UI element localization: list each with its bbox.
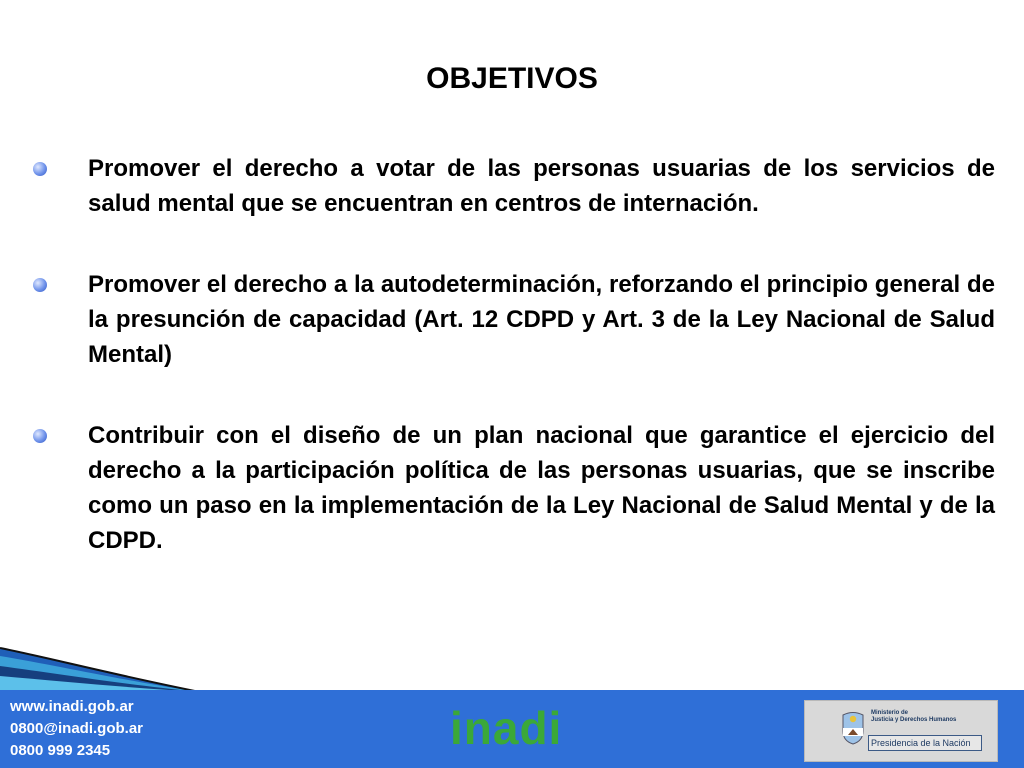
objective-text: Promover el derecho a la autodeterminación, reforzando el principio general de la presunción de capacidad (Art. 12 CDPD y Art. 3 de la Ley Nacional de Salud Mental) bbox=[88, 271, 995, 368]
footer-bar bbox=[0, 690, 1024, 768]
presidency-label: Presidencia de la Nación bbox=[868, 735, 982, 751]
email-link[interactable]: 0800@inadi.gob.ar bbox=[10, 720, 144, 737]
objectives-list bbox=[33, 151, 995, 604]
slide-title: OBJETIVOS bbox=[426, 62, 598, 95]
bullet-dot-icon bbox=[33, 429, 47, 443]
objective-item bbox=[33, 267, 995, 372]
contact-info bbox=[10, 696, 143, 762]
bullet-dot-icon bbox=[33, 162, 47, 176]
coat-of-arms-icon bbox=[840, 711, 866, 745]
phone-number: 0800 999 2345 bbox=[10, 742, 111, 759]
ministry-logo bbox=[804, 700, 998, 762]
objective-item bbox=[33, 418, 995, 558]
decorative-wave-icon bbox=[0, 640, 200, 692]
bullet-dot-icon bbox=[33, 278, 47, 292]
objective-text: Promover el derecho a votar de las personas usuarias de los servicios de salud mental que se encuentran en centros de internación. bbox=[88, 155, 995, 217]
objective-text: Contribuir con el diseño de un plan nacional que garantice el ejercicio del derecho a la participación política de las personas usuarias, que se inscribe como un paso en la implementación de la Ley Nacional de Salud Mental y de la CDPD. bbox=[88, 422, 995, 554]
ministry-name: Ministerio de Justicia y Derechos Humanos bbox=[871, 710, 957, 723]
objective-item bbox=[33, 151, 995, 221]
website-link[interactable]: www.inadi.gob.ar bbox=[10, 698, 134, 715]
inadi-logo: inadi bbox=[450, 702, 563, 754]
